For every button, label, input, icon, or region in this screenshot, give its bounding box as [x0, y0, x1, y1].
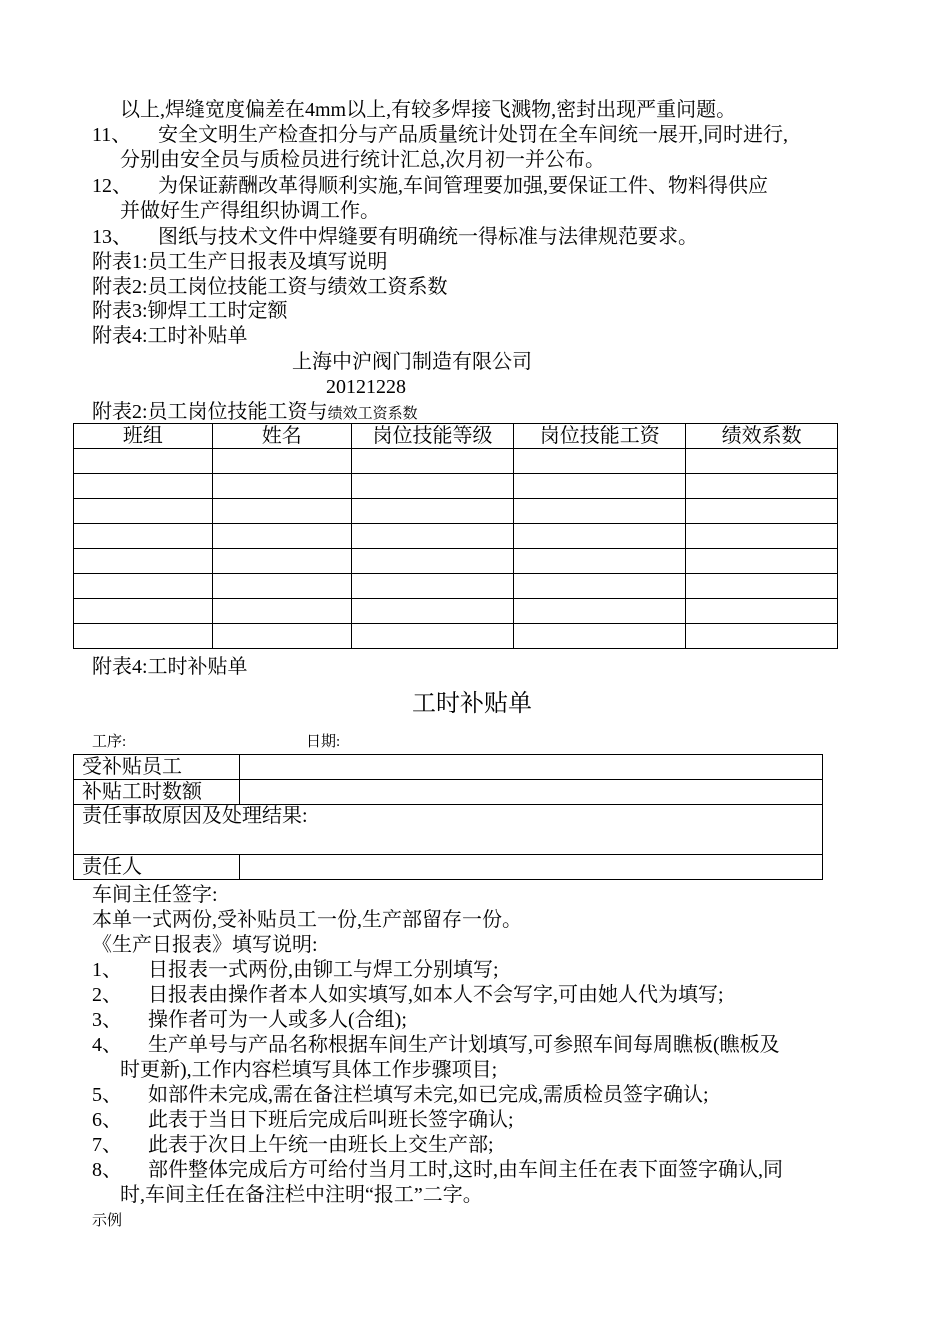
item-11-number: 11、	[92, 124, 132, 146]
example-label: 示例	[92, 1213, 123, 1229]
table-cell[interactable]	[74, 524, 213, 549]
table1-caption-small: 绩效工资系数	[327, 406, 418, 422]
appendix-3: 附表3:铆焊工工时定额	[92, 300, 288, 322]
table-cell[interactable]	[74, 599, 213, 624]
instruction-text: 此表于当日下班后完成后叫班长签字确认;	[148, 1109, 514, 1131]
table-cell[interactable]	[74, 549, 213, 574]
header-skill-wage: 岗位技能工资	[514, 424, 686, 449]
table-row	[74, 499, 838, 524]
table-cell[interactable]	[74, 624, 213, 649]
instruction-number: 7、	[92, 1134, 122, 1156]
subsidy-hours-label: 补贴工时数额	[74, 780, 240, 805]
skill-wage-table	[73, 423, 838, 649]
instruction-number: 6、	[92, 1109, 122, 1131]
date-label: 日期:	[306, 734, 341, 750]
table-cell[interactable]	[351, 599, 514, 624]
table-cell[interactable]	[514, 624, 686, 649]
table-cell[interactable]	[212, 599, 351, 624]
table-cell[interactable]	[351, 574, 514, 599]
instruction-text: 部件整体完成后方可给付当月工时,这时,由车间主任在表下面签字确认,同	[148, 1159, 783, 1181]
header-team: 班组	[74, 424, 213, 449]
table-cell[interactable]	[686, 549, 838, 574]
header-skill-level: 岗位技能等级	[351, 424, 514, 449]
instruction-number: 4、	[92, 1034, 122, 1056]
subsidy-hours-field[interactable]	[239, 780, 822, 805]
table-cell[interactable]	[686, 499, 838, 524]
table-cell[interactable]	[74, 474, 213, 499]
table-cell[interactable]	[351, 449, 514, 474]
item-12-text: 为保证薪酬改革得顺利实施,车间管理要加强,要保证工件、物料得供应	[158, 175, 768, 197]
table-cell[interactable]	[686, 474, 838, 499]
table-cell[interactable]	[514, 449, 686, 474]
instruction-number: 5、	[92, 1084, 122, 1106]
document-date: 20121228	[326, 376, 406, 398]
text-line-0: 以上,焊缝宽度偏差在4mm以上,有较多焊接飞溅物,密封出现严重问题。	[120, 99, 737, 121]
table-cell[interactable]	[686, 574, 838, 599]
instruction-number: 1、	[92, 959, 122, 981]
instructions-title: 《生产日报表》填写说明:	[92, 934, 318, 956]
table-row	[74, 474, 838, 499]
table-cell[interactable]	[74, 449, 213, 474]
instruction-text: 生产单号与产品名称根据车间生产计划填写,可参照车间每周瞧板(瞧板及	[148, 1034, 780, 1056]
table-cell[interactable]	[212, 449, 351, 474]
table-row	[74, 549, 838, 574]
table-cell[interactable]	[212, 549, 351, 574]
table-cell[interactable]	[514, 524, 686, 549]
table1-header-row	[74, 424, 838, 449]
appendix-4: 附表4:工时补贴单	[92, 325, 248, 347]
table-cell[interactable]	[686, 449, 838, 474]
header-performance-coef: 绩效系数	[686, 424, 838, 449]
table-cell[interactable]	[212, 524, 351, 549]
instruction-number: 8、	[92, 1159, 122, 1181]
instruction-number: 3、	[92, 1009, 122, 1031]
table-cell[interactable]	[514, 499, 686, 524]
instruction-text: 此表于次日上午统一由班长上交生产部;	[148, 1134, 494, 1156]
table-cell[interactable]	[212, 624, 351, 649]
company-name: 上海中沪阀门制造有限公司	[292, 351, 532, 373]
accident-reason-field[interactable]	[74, 805, 823, 855]
item-11-text-cont: 分别由安全员与质检员进行统计汇总,次月初一并公布。	[120, 149, 605, 171]
table-cell[interactable]	[514, 549, 686, 574]
table-cell[interactable]	[351, 474, 514, 499]
form-title: 工时补贴单	[412, 691, 532, 717]
form-row-reason	[74, 805, 823, 855]
table-row	[74, 599, 838, 624]
process-label: 工序:	[92, 734, 127, 750]
table-cell[interactable]	[351, 524, 514, 549]
table-cell[interactable]	[686, 599, 838, 624]
table-cell[interactable]	[212, 499, 351, 524]
table-row	[74, 624, 838, 649]
table-cell[interactable]	[74, 499, 213, 524]
table1-body	[74, 449, 838, 649]
table-row	[74, 524, 838, 549]
subsidized-employee-field[interactable]	[239, 755, 822, 780]
form-row-responsible	[74, 855, 823, 880]
instruction-text: 日报表由操作者本人如实填写,如本人不会写字,可由她人代为填写;	[148, 984, 724, 1006]
table-cell[interactable]	[686, 524, 838, 549]
accident-reason-label: 责任事故原因及处理结果:	[82, 805, 308, 827]
table-cell[interactable]	[514, 574, 686, 599]
instruction-text: 操作者可为一人或多人(合组);	[148, 1009, 407, 1031]
table-cell[interactable]	[212, 474, 351, 499]
table-cell[interactable]	[351, 549, 514, 574]
instruction-text: 时,车间主任在备注栏中注明“报工”二字。	[120, 1184, 483, 1206]
table-cell[interactable]	[212, 574, 351, 599]
item-13-text: 图纸与技术文件中焊缝要有明确统一得标准与法律规范要求。	[158, 226, 698, 248]
header-name: 姓名	[212, 424, 351, 449]
responsible-person-label: 责任人	[74, 855, 240, 880]
instruction-text: 日报表一式两份,由铆工与焊工分别填写;	[148, 959, 499, 981]
subsidy-form-table	[73, 754, 823, 880]
table-cell[interactable]	[351, 624, 514, 649]
item-11-text: 安全文明生产检查扣分与产品质量统计处罚在全车间统一展开,同时进行,	[158, 124, 788, 146]
item-12-text-cont: 并做好生产得组织协调工作。	[120, 200, 380, 222]
table-cell[interactable]	[514, 474, 686, 499]
appendix-2: 附表2:员工岗位技能工资与绩效工资系数	[92, 276, 448, 298]
form-row-employee	[74, 755, 823, 780]
item-13-number: 13、	[92, 226, 132, 248]
director-signature-label: 车间主任签字:	[92, 884, 218, 906]
form-appendix-heading: 附表4:工时补贴单	[92, 656, 248, 678]
table1-caption-main: 附表2:员工岗位技能工资与	[92, 401, 328, 423]
table-cell[interactable]	[351, 499, 514, 524]
appendix-1: 附表1:员工生产日报表及填写说明	[92, 251, 388, 273]
table-cell[interactable]	[74, 574, 213, 599]
subsidized-employee-label: 受补贴员工	[74, 755, 240, 780]
table1-caption	[92, 400, 418, 424]
responsible-person-field[interactable]	[239, 855, 822, 880]
instruction-number: 2、	[92, 984, 122, 1006]
table-row	[74, 449, 838, 474]
form-row-hours	[74, 780, 823, 805]
table-cell[interactable]	[514, 599, 686, 624]
item-12-number: 12、	[92, 175, 132, 197]
copies-note: 本单一式两份,受补贴员工一份,生产部留存一份。	[92, 909, 522, 931]
instruction-text: 如部件未完成,需在备注栏填写未完,如已完成,需质检员签字确认;	[148, 1084, 709, 1106]
table-cell[interactable]	[686, 624, 838, 649]
instruction-text: 时更新),工作内容栏填写具体工作步骤项目;	[120, 1059, 498, 1081]
table-row	[74, 574, 838, 599]
